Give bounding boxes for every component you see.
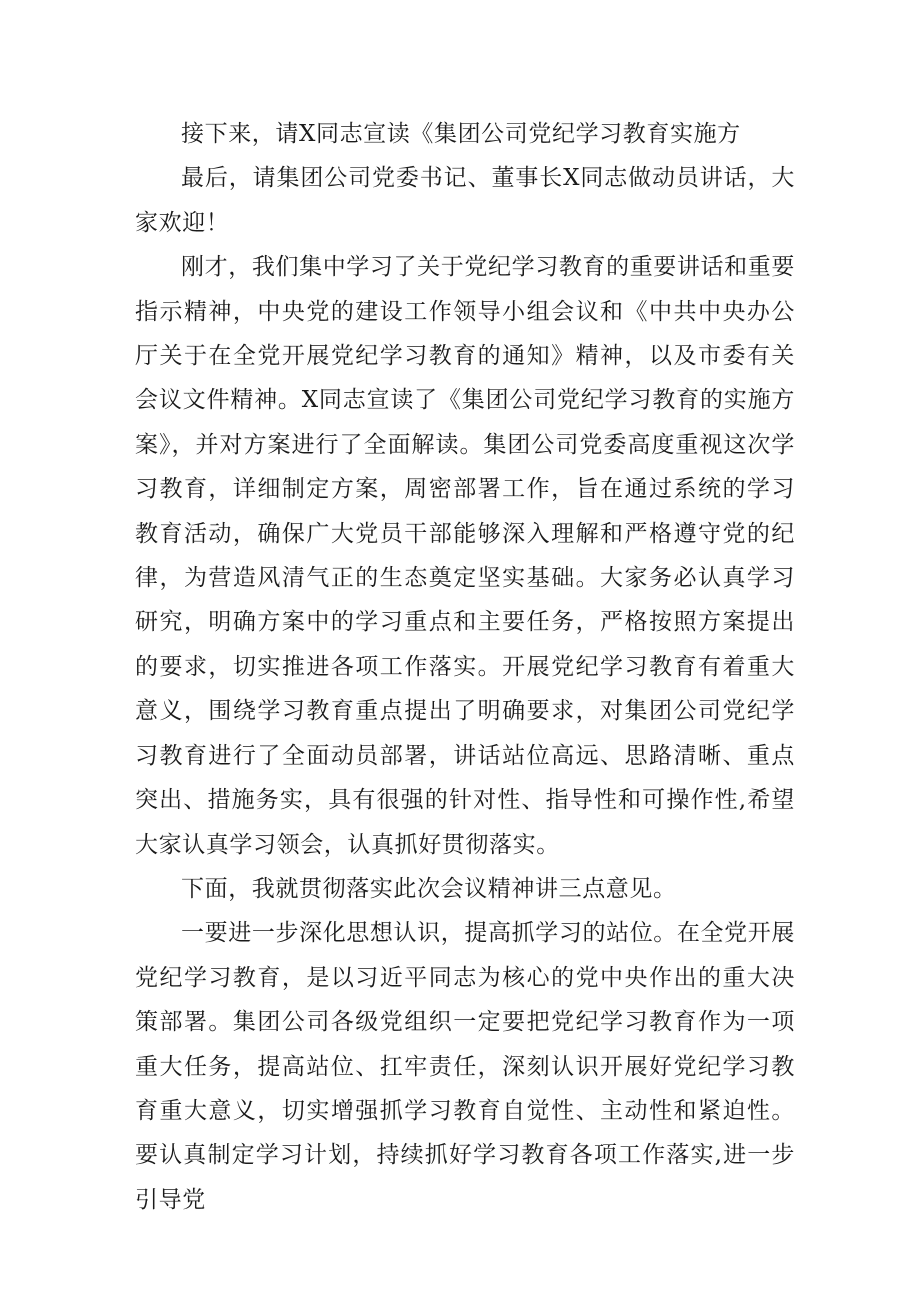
paragraph-transition: 下面，我就贯彻落实此次会议精神讲三点意见。 [181,875,677,902]
paragraph-reading-announcement: 接下来，请X同志宣读《集团公司党纪学习教育实施方 [181,121,741,147]
paragraph-point-one: 一要进一步深化思想认识，提高抓学习的站位。在全党开展党纪学习教育，是以习近平同志为核心的党中央作出的重大决策部署。集团公司各级党组织一定要把党纪学习教育作为一项重大任务，提高站位、扛牢责任，深刻认识开展好党纪学习教育重大意义，切实增强抓学习教育自觉性、主动性和紧迫性。要认真制定学习计划，持续抓好学习教育各项工作落实,进一步引导党 [135,920,795,1213]
document-body [135,112,795,1222]
paragraph-summary: 刚才，我们集中学习了关于党纪学习教育的重要讲话和重要指示精神，中央党的建设工作领导小组会议和《中共中央办公厅关于在全党开展党纪学习教育的通知》精神，以及市委有关会议文件精神。X同志宣读了《集团公司党纪学习教育的实施方案》，并对方案进行了全面解读。集团公司党委高度重视这次学习教育，详细制定方案，周密部署工作，旨在通过系统的学习教育活动，确保广大党员干部能够深入理解和严格遵守党的纪律，为营造风清气正的生态奠定坚实基础。大家务必认真学习研究，明确方案中的学习重点和主要任务，严格按照方案提出的要求，切实推进各项工作落实。开展党纪学习教育有着重大意义，围绕学习教育重点提出了明确要求，对集团公司党纪学习教育进行了全面动员部署，讲话站位高远、思路清晰、重点突出、措施务实，具有很强的针对性、指导性和可操作性,希望大家认真学习领会，认真抓好贯彻落实。 [135,254,795,858]
paragraph-speech-invitation: 最后，请集团公司党委书记、董事长X同志做动员讲话，大家欢迎！ [135,165,795,236]
